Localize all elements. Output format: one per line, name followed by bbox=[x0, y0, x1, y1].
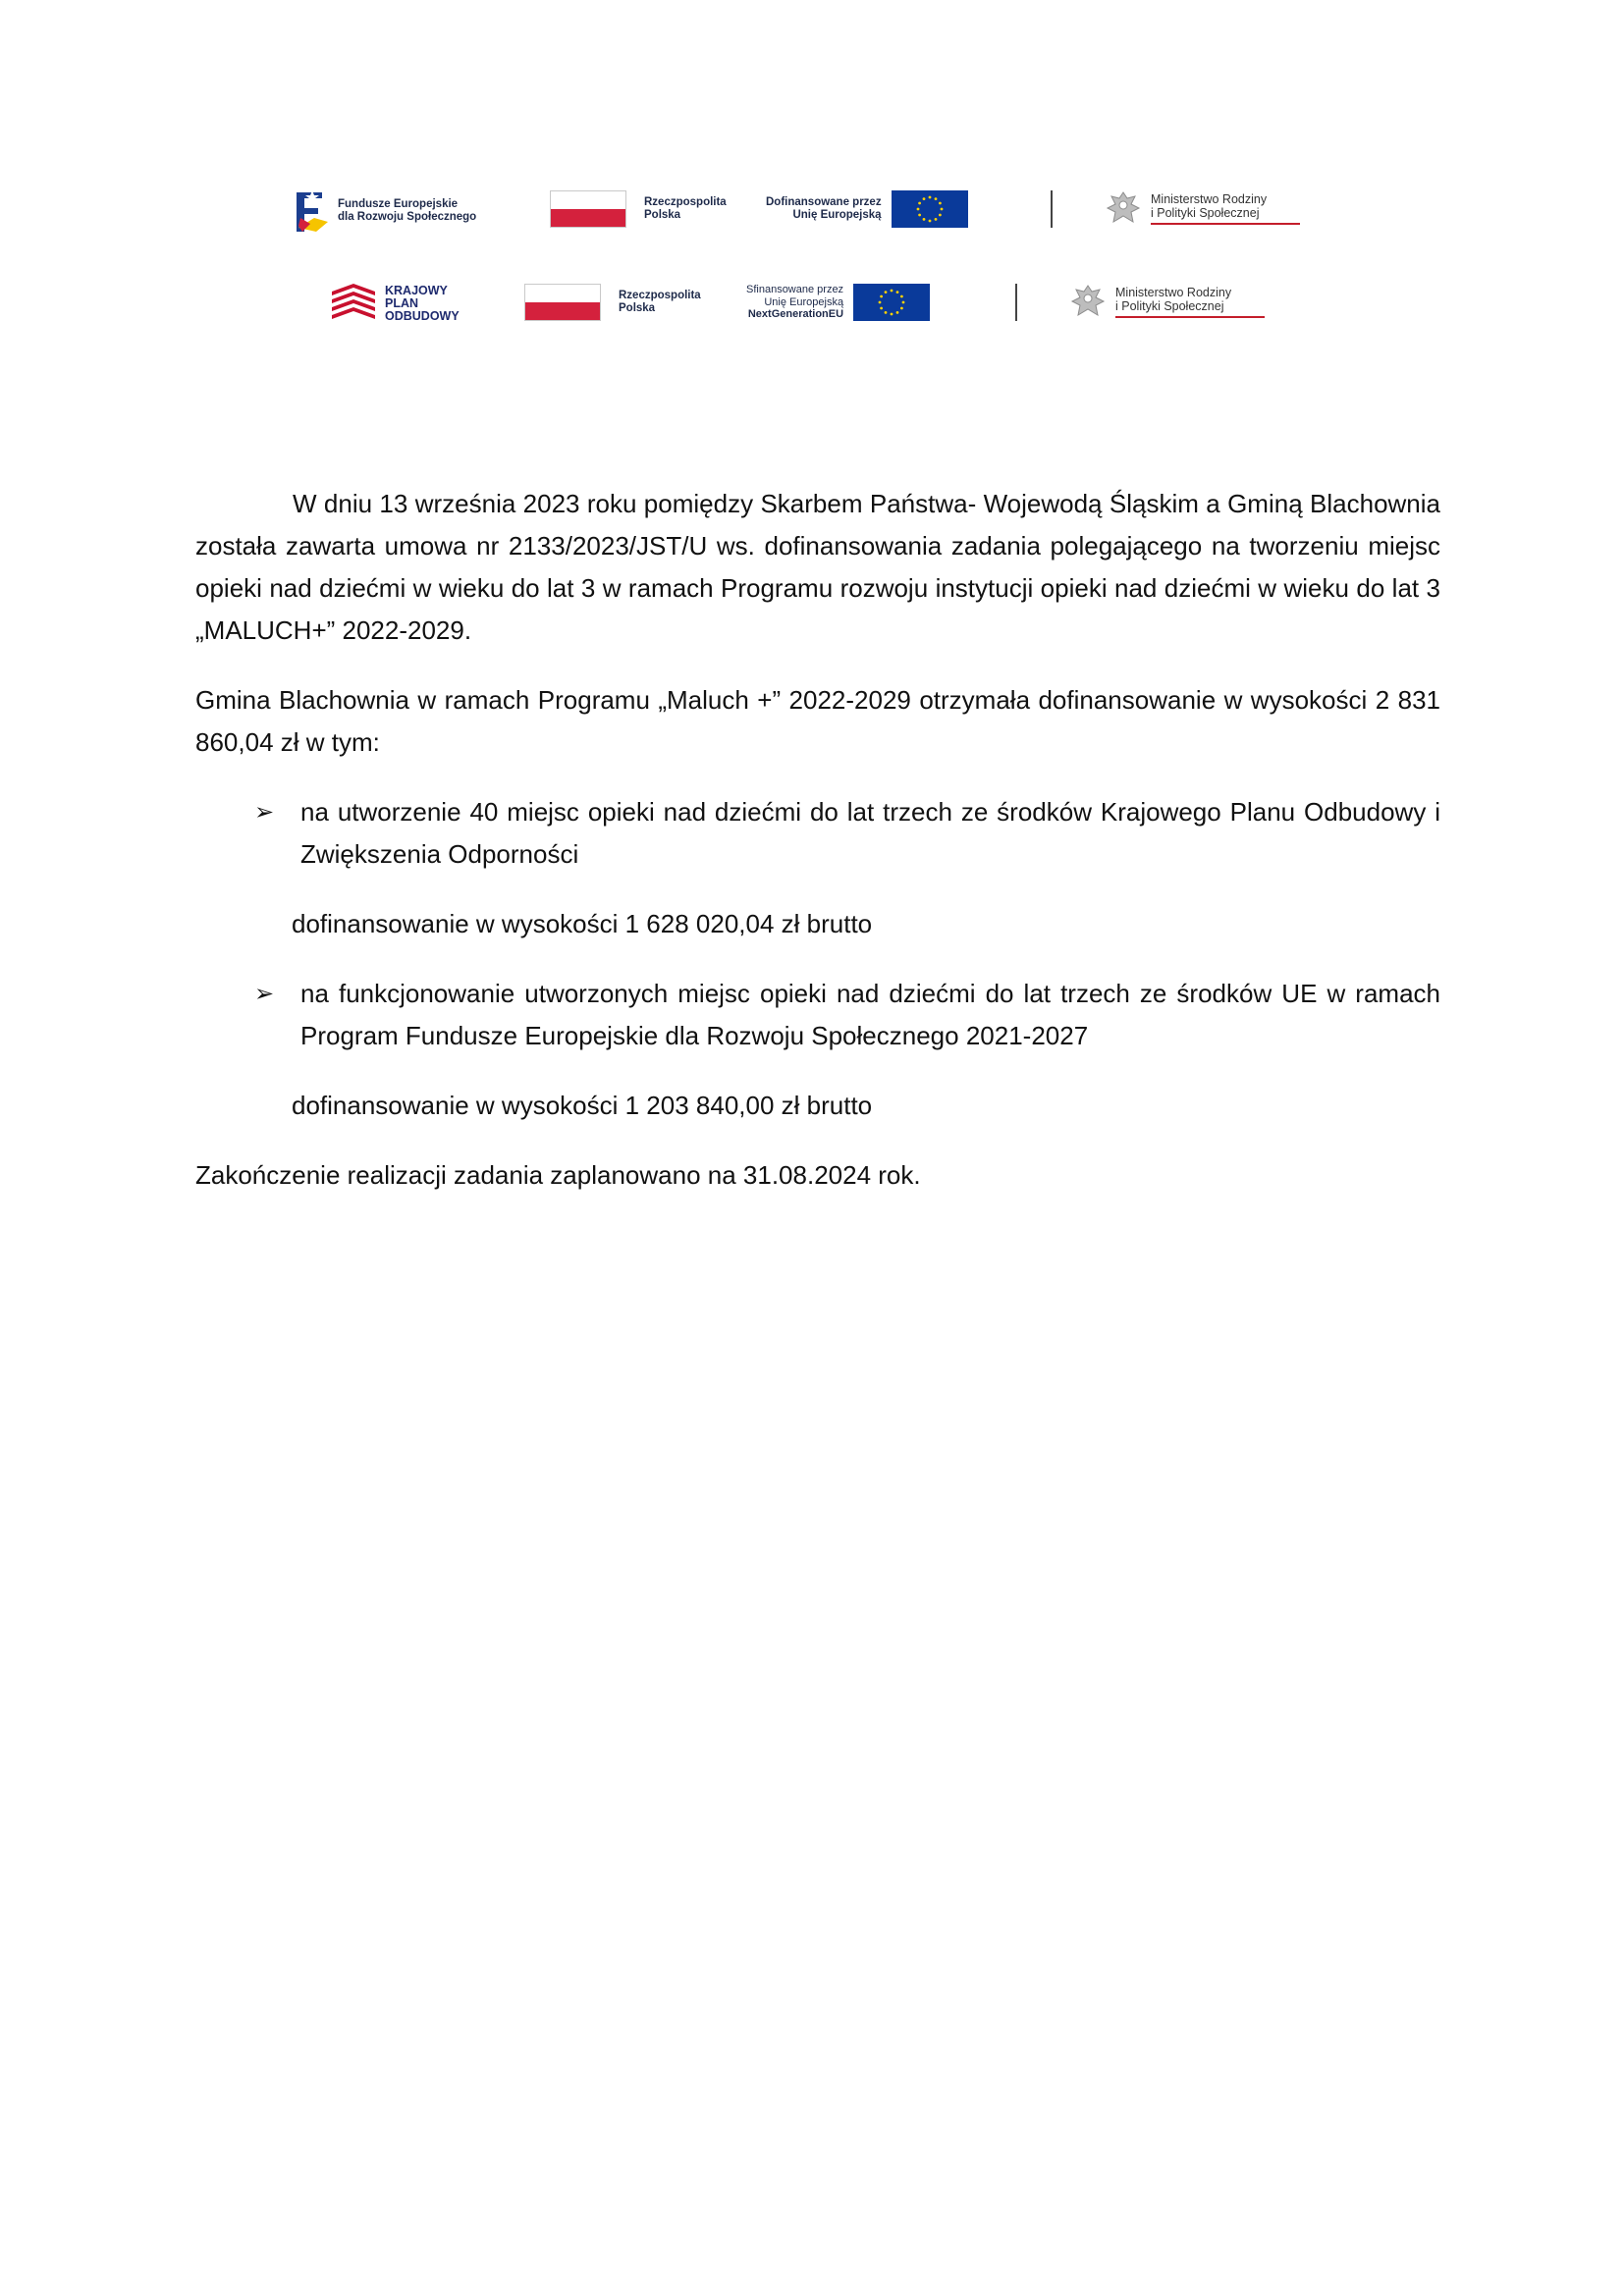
pl-logo-row2 bbox=[524, 284, 701, 321]
eu-star bbox=[939, 214, 942, 217]
eu-star bbox=[885, 311, 888, 314]
eu-star bbox=[940, 208, 943, 211]
funding-amount: dofinansowanie w wysokości 1 628 020,04 zł brutto bbox=[292, 909, 873, 938]
fe-logo-line2: dla Rozwoju Społecznego bbox=[338, 211, 477, 223]
eu-star bbox=[896, 311, 899, 314]
funding-logos-row-2 bbox=[330, 280, 1277, 329]
ministry-underline bbox=[1115, 316, 1265, 318]
funding-amount: dofinansowanie w wysokości 1 203 840,00 zł brutto bbox=[292, 1091, 873, 1120]
eu-star bbox=[900, 295, 903, 298]
eu-star bbox=[879, 301, 882, 304]
eu-star bbox=[922, 218, 925, 221]
eu-ng-line2: Unię Europejską bbox=[764, 295, 844, 308]
kpo-logo bbox=[330, 282, 460, 325]
eu-star bbox=[902, 301, 905, 304]
pl-row2-line1: Rzeczpospolita bbox=[619, 290, 701, 301]
ministry-line2: i Polityki Społecznej bbox=[1151, 205, 1260, 220]
polish-eagle-icon bbox=[1102, 187, 1145, 230]
ministry-row2-line1: Ministerstwo Rodziny bbox=[1115, 285, 1232, 299]
eu-flag-icon bbox=[853, 284, 930, 321]
eu-star bbox=[880, 295, 883, 298]
eu-ng-line1: Sfinansowane przez bbox=[746, 284, 844, 296]
arrow-bullet-icon: ➢ bbox=[254, 981, 275, 1007]
eu-star bbox=[934, 197, 937, 200]
eu-star bbox=[934, 218, 937, 221]
pl-logo-line2: Polska bbox=[644, 209, 681, 221]
funding-logos-row-1 bbox=[295, 187, 1316, 236]
eu-logo-line1: Dofinansowane przez bbox=[766, 196, 882, 208]
bullet-text: na funkcjonowanie utworzonych miejsc opieki nad dziećmi do lat trzech ze środków UE w ramach Program Fundusze Europejskie dla Rozwoju Społecznego 2021-2027 bbox=[300, 979, 1440, 1050]
pl-logo-line1: Rzeczpospolita bbox=[644, 196, 727, 208]
poland-flag-icon bbox=[524, 284, 601, 321]
ministry-line1: Ministerstwo Rodziny bbox=[1151, 191, 1268, 206]
pl-logo bbox=[550, 190, 727, 228]
eu-star bbox=[928, 220, 931, 223]
logo-divider bbox=[1051, 190, 1053, 228]
polish-eagle-icon bbox=[1066, 280, 1110, 323]
kpo-line1: KRAJOWY bbox=[385, 283, 448, 297]
kpo-line3: ODBUDOWY bbox=[385, 308, 460, 323]
eu-star bbox=[896, 291, 899, 294]
poland-flag-icon bbox=[550, 190, 626, 228]
eu-star bbox=[918, 214, 921, 217]
bullet-item-fers bbox=[195, 973, 1440, 1057]
fe-logo-icon bbox=[295, 188, 330, 234]
completion-date-paragraph: Zakończenie realizacji zadania zaplanowano na 31.08.2024 rok. bbox=[195, 1160, 921, 1190]
eu-logo-line2: Unię Europejską bbox=[792, 209, 882, 221]
fe-logo bbox=[295, 188, 476, 234]
agreement-paragraph: W dniu 13 września 2023 roku pomiędzy Skarbem Państwa- Wojewodą Śląskim a Gminą Blachownia została zawarta umowa nr 2133/2023/JST/U ws. dofinansowania zadania polegającego na tworzeniu miejsc opieki nad dziećmi w wieku do lat 3 w ramach Programu rozwoju instytucji opieki nad dziećmi w wieku do lat 3 „MALUCH+” 2022-2029. bbox=[195, 489, 1440, 645]
document-body bbox=[195, 483, 1440, 1197]
kpo-line2: PLAN bbox=[385, 295, 419, 310]
arrow-bullet-icon: ➢ bbox=[254, 799, 275, 826]
eu-star bbox=[916, 208, 919, 211]
ministry-logo-row2 bbox=[1066, 280, 1265, 323]
ministry-underline bbox=[1151, 223, 1300, 225]
eu-star bbox=[891, 313, 893, 316]
eu-cofunded-logo bbox=[766, 190, 968, 228]
eu-star bbox=[900, 307, 903, 310]
eu-star bbox=[891, 290, 893, 293]
fe-logo-line1: Fundusze Europejskie bbox=[338, 198, 459, 210]
eu-star bbox=[918, 202, 921, 205]
eu-star bbox=[880, 307, 883, 310]
eu-flag-icon bbox=[892, 190, 968, 228]
eu-star bbox=[928, 196, 931, 199]
pl-row2-line2: Polska bbox=[619, 302, 656, 314]
logo-divider bbox=[1015, 284, 1017, 321]
funding-summary-paragraph: Gmina Blachownia w ramach Programu „Maluch +” 2022-2029 otrzymała dofinansowanie w wysokości 2 831 860,04 zł w tym: bbox=[195, 685, 1440, 757]
eu-ng-line3: NextGenerationEU bbox=[747, 308, 844, 321]
eu-star bbox=[939, 202, 942, 205]
eu-star bbox=[922, 197, 925, 200]
eu-nextgen-logo bbox=[746, 284, 930, 321]
bullet-item-kpo bbox=[195, 791, 1440, 876]
kpo-stripes-icon bbox=[330, 282, 377, 325]
ministry-row2-line2: i Polityki Społecznej bbox=[1115, 298, 1224, 313]
bullet-text: na utworzenie 40 miejsc opieki nad dziećmi do lat trzech ze środków Krajowego Planu Odbudowy i Zwiększenia Odporności bbox=[300, 797, 1440, 869]
ministry-logo bbox=[1102, 187, 1300, 230]
eu-star bbox=[885, 291, 888, 294]
